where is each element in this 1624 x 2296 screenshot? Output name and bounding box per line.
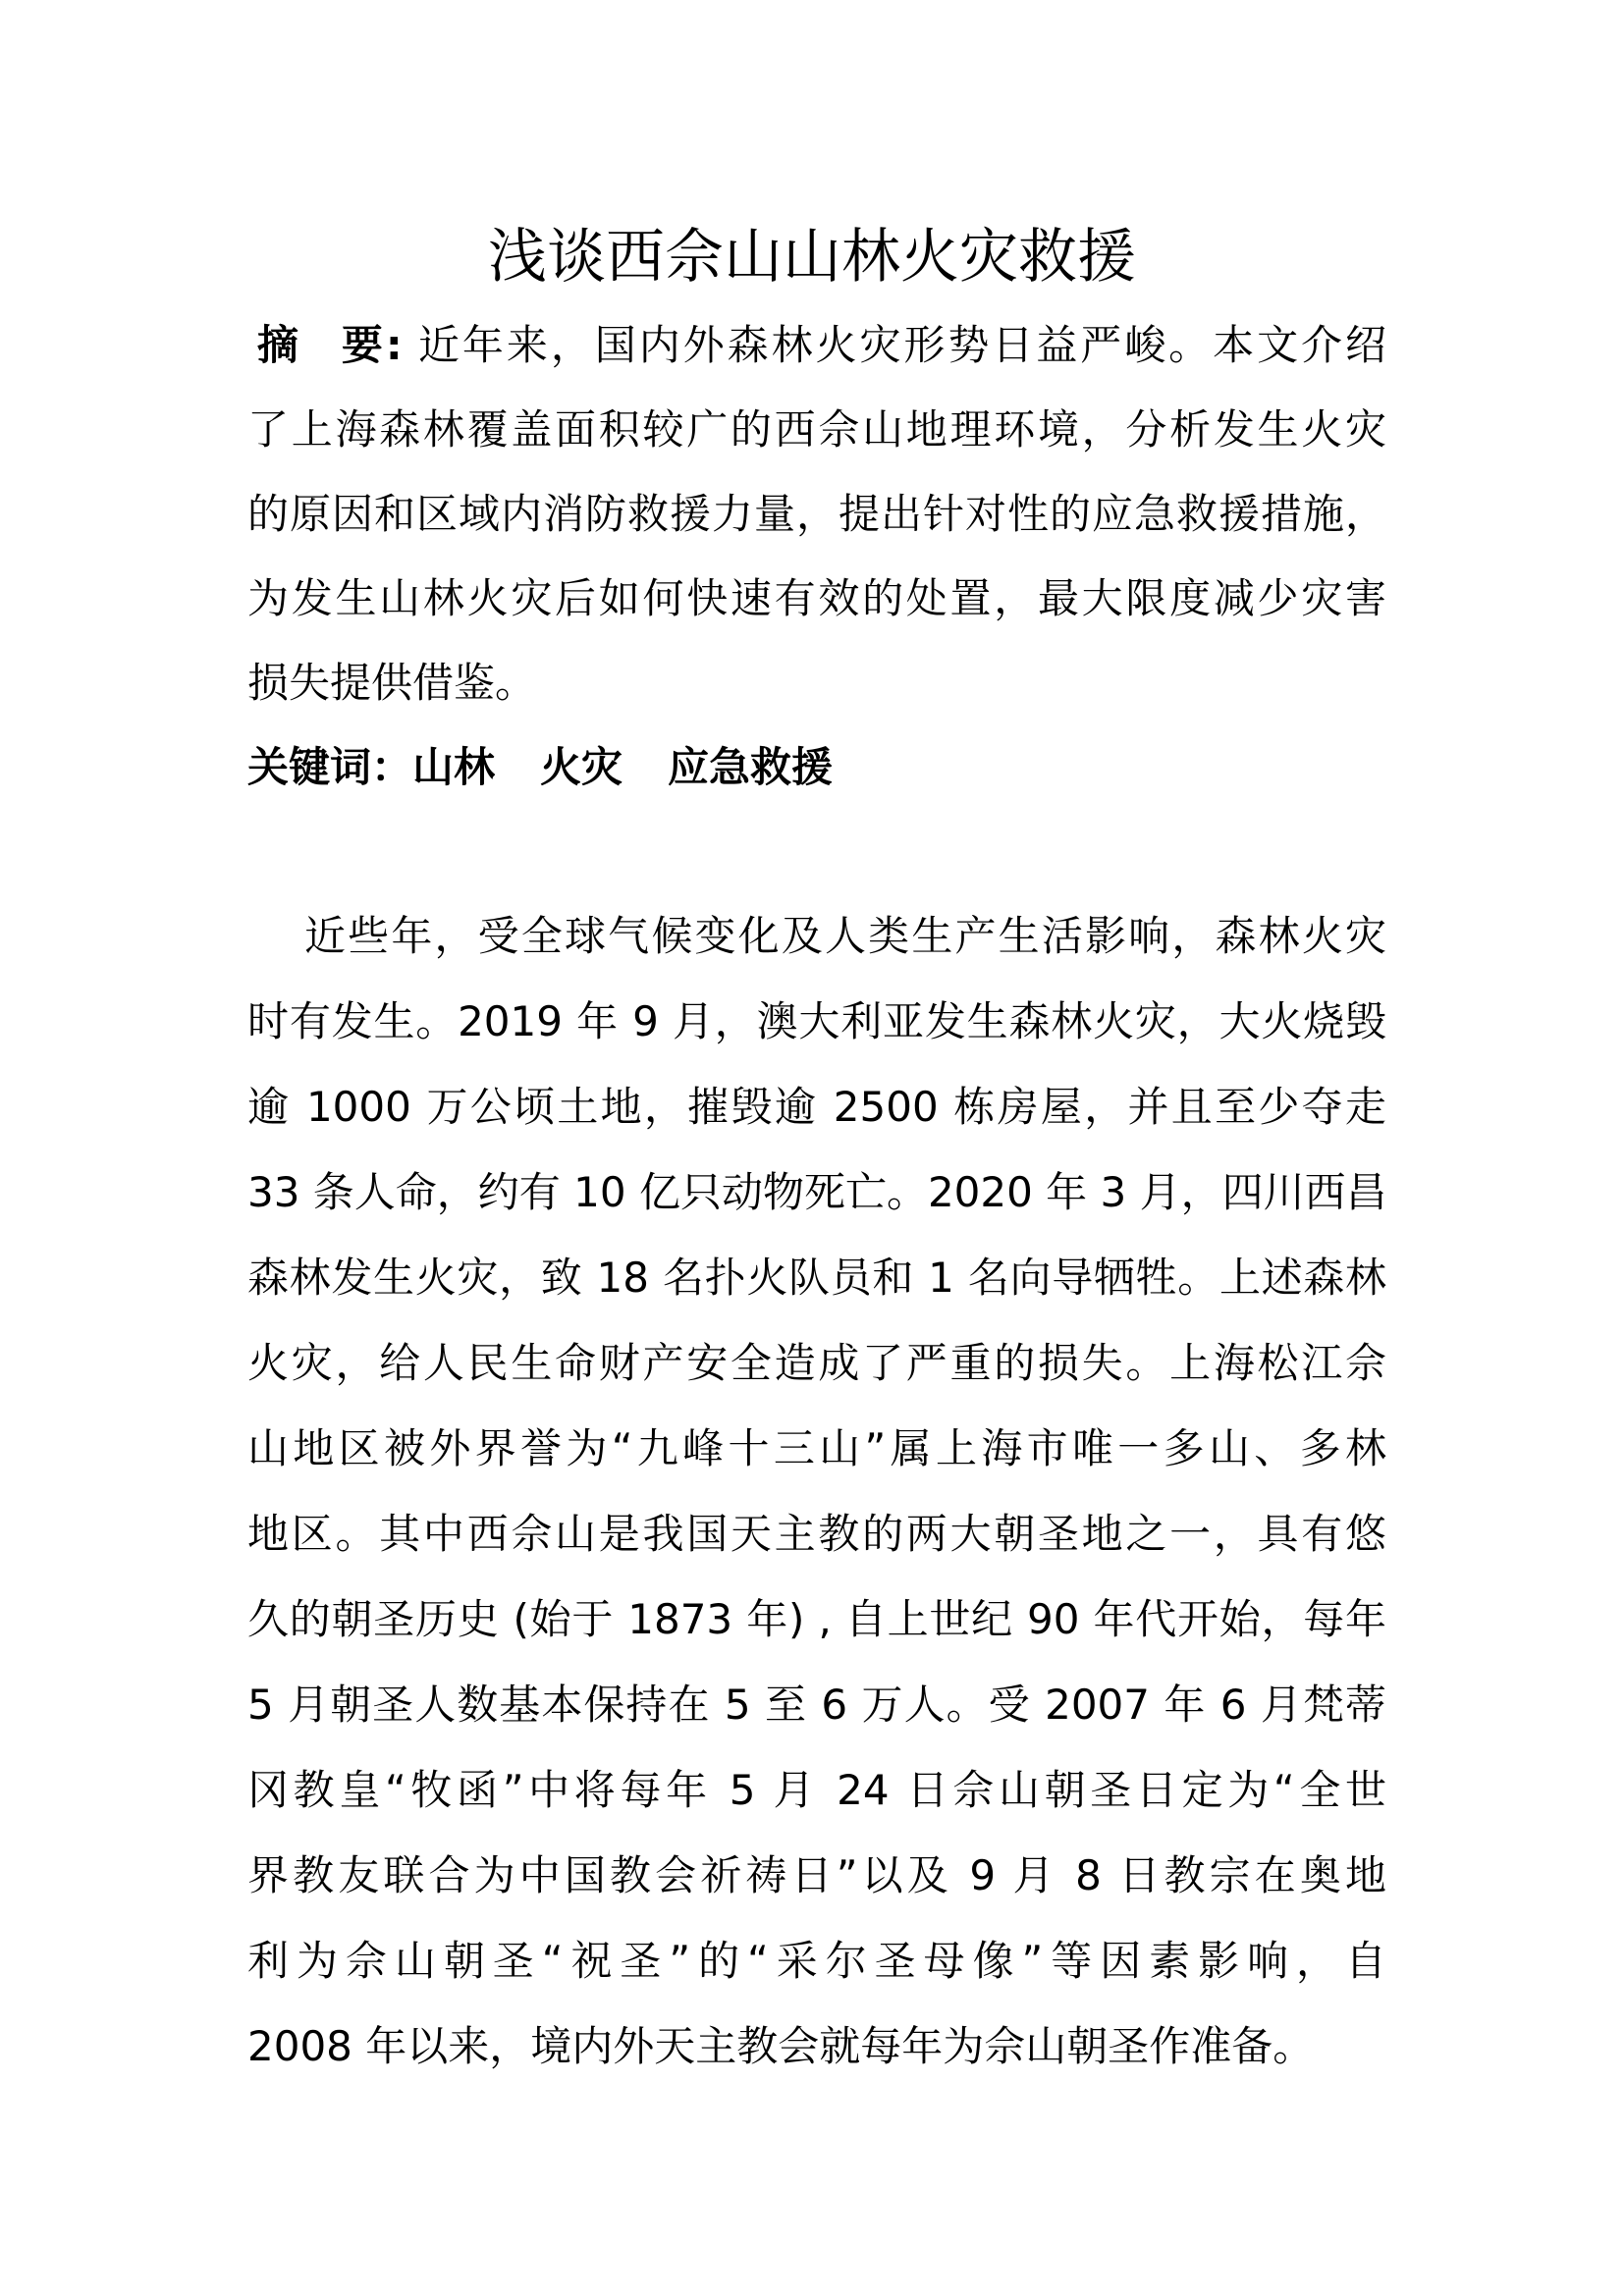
body-line-5: 森林发生火灾，致 18 名扑火队员和 1 名向导牺牲。上述森林 — [247, 1254, 1386, 1302]
body-line-14: 2008 年以来，境内外天主教会就每年为佘山朝圣作准备。 — [247, 2022, 1315, 2070]
body-line-9: 久的朝圣历史 (始于 1873 年) , 自上世纪 90 年代开始，每年 — [247, 1595, 1386, 1643]
keyword-item: 山林 — [412, 743, 496, 791]
body-line-7: 山地区被外界誉为“九峰十三山”属上海市唯一多山、多林 — [247, 1424, 1386, 1472]
body-line-1: 近些年，受全球气候变化及人类生产生活影响，森林火灾 — [304, 912, 1386, 960]
abstract-line-3: 的原因和区域内消防救援力量，提出针对性的应急救援措施， — [247, 490, 1386, 538]
abstract-text: 近年来，国内外森林火灾形势日益严峻。本文介绍 — [417, 321, 1386, 369]
abstract-line-5: 损失提供借鉴。 — [247, 659, 537, 707]
body-line-2: 时有发生。2019 年 9 月，澳大利亚发生森林火灾，大火烧毁 — [247, 997, 1386, 1045]
body-line-6: 火灾，给人民生命财产安全造成了严重的损失。上海松江佘 — [247, 1339, 1386, 1387]
keywords-line — [247, 738, 1386, 797]
body-line-11: 冈教皇“牧函”中将每年 5 月 24 日佘山朝圣日定为“全世 — [247, 1766, 1386, 1814]
abstract-label-1: 摘 — [257, 321, 301, 369]
abstract-line-2: 了上海森林覆盖面积较广的西佘山地理环境，分析发生火灾 — [247, 405, 1386, 454]
body-line-8: 地区。其中西佘山是我国天主教的两大朝圣地之一，具有悠 — [247, 1510, 1386, 1558]
body-line-12: 界教友联合为中国教会祈祷日”以及 9 月 8 日教宗在奥地 — [247, 1851, 1386, 1899]
body-line-3: 逾 1000 万公顷土地，摧毁逾 2500 栋房屋，并且至少夺走 — [247, 1083, 1386, 1131]
document-title: 浅谈西佘山山林火灾救援 — [488, 223, 1136, 292]
abstract-line-1 — [247, 316, 1386, 375]
abstract-label-2: 要: — [338, 321, 403, 369]
keywords-label: 关键词： — [247, 743, 413, 791]
body-line-13: 利为佘山朝圣“祝圣”的“采尔圣母像”等因素影响，自 — [247, 1937, 1386, 1985]
body-line-10: 5 月朝圣人数基本保持在 5 至 6 万人。受 2007 年 6 月梵蒂 — [247, 1681, 1386, 1729]
abstract-line-4: 为发生山林火灾后如何快速有效的处置，最大限度减少灾害 — [247, 574, 1386, 622]
keyword-item: 火灾 — [540, 743, 623, 791]
body-line-4: 33 条人命，约有 10 亿只动物死亡。2020 年 3 月，四川西昌 — [247, 1168, 1387, 1216]
keyword-item: 应急救援 — [668, 743, 834, 791]
